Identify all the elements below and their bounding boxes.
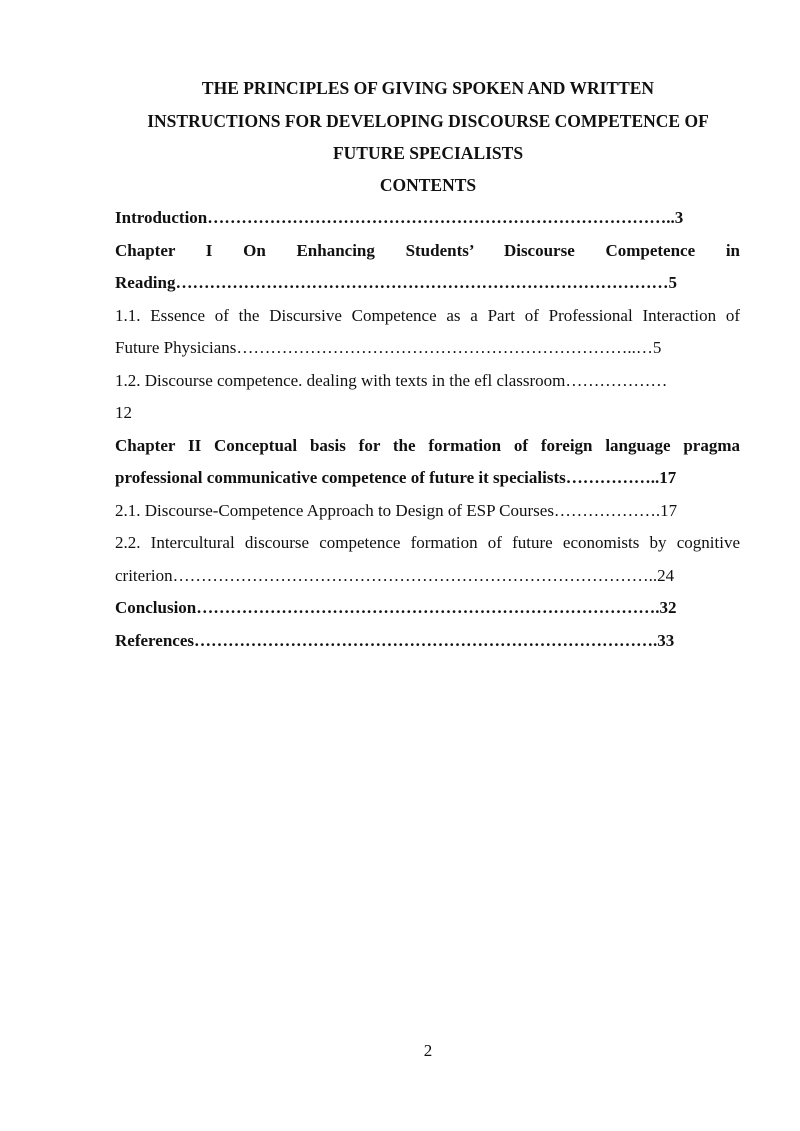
table-of-contents [115,202,740,657]
toc-section-1-1-line-2: Future Physicians……………………………………………………………..…5 [115,338,662,357]
toc-chapter-1-line-1: Chapter I On Enhancing Students’ Discourse Competence in [115,240,740,260]
toc-section-1-1-line-1: 1.1. Essence of the Discursive Competence as a Part of Professional Interaction of [115,305,740,325]
toc-conclusion: Conclusion……………………………………………………………………….32 [115,598,677,617]
title-line-3: FUTURE SPECIALISTS [332,143,524,163]
toc-chapter-2-line-1: Chapter II Conceptual basis for the formation of foreign language pragma [115,435,740,455]
title-line-2: INSTRUCTIONS FOR DEVELOPING DISCOURSE COMPETENCE OF [147,110,709,131]
toc-references: References……………………………………………………………………….33 [115,630,675,650]
page-number: 2 [423,1041,433,1060]
toc-chapter-1-line-2: Reading……………………………………………………………………………5 [115,273,677,292]
toc-section-2-2-line-1: 2.2. Intercultural discourse competence formation of future economists by cognitive [115,533,740,552]
toc-section-1-2-line-2: 12 [115,403,132,422]
title-line-1: THE PRINCIPLES OF GIVING SPOKEN AND WRITTEN [201,78,655,98]
toc-section-2-2-line-2: criterion…………………………………………………………………………..24 [115,565,675,585]
contents-heading: CONTENTS [379,175,477,195]
toc-introduction: Introduction………………………………………………………………………..3 [115,208,684,227]
toc-section-1-2-line-1: 1.2. Discourse competence. dealing with texts in the efl classroom……………… [115,370,668,390]
document-title [80,72,776,170]
toc-section-2-1: 2.1. Discourse-Competence Approach to Design of ESP Courses……………….17 [115,500,678,520]
toc-chapter-2-line-2: professional communicative competence of future it specialists……………..17 [115,468,677,487]
